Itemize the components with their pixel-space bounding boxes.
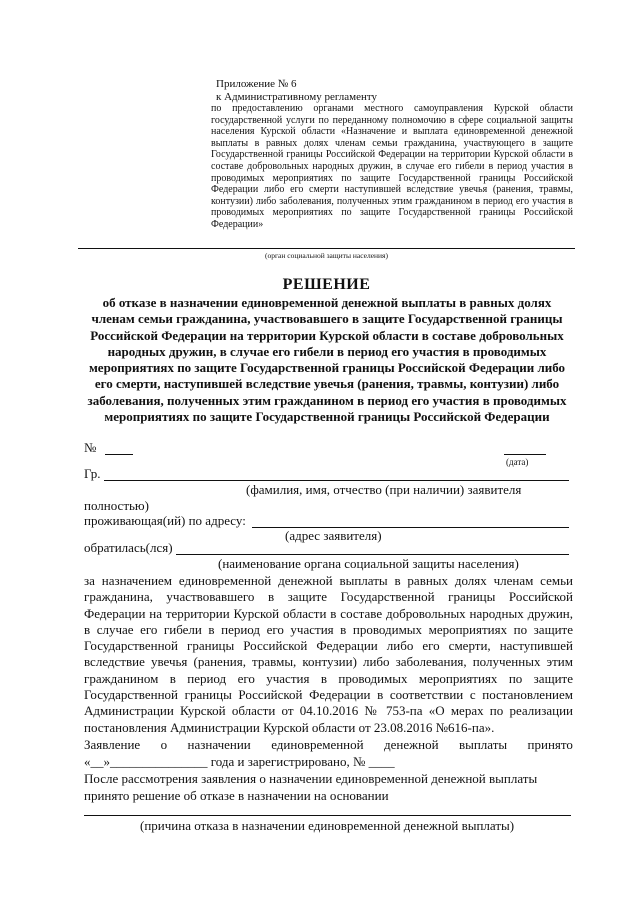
number-field[interactable] [105, 454, 133, 455]
annex-regulation-ref: к Административному регламенту [216, 91, 378, 103]
organ-name-field[interactable] [176, 554, 569, 555]
word: назначении [187, 737, 251, 752]
fio-caption-continued: полностью) [84, 498, 149, 513]
document-subtitle: об отказе в назначении единовременной денежной выплаты в равных долях членам семьи гражданина, участвовавшего в защите Государственной границы Российской Федерации на территории Курской области в составе добровольных народных дружин, в случае его гибели в период его участия в проводимых мероприятиях по защите Государственной границы Российской Федерации либо его смерти, наступившей вследствие увечья (ранения, травмы, контузии) либо заболевания, полученных этим гражданином в период его участия в проводимых мероприятиях по защите Государственной границы Российской Федерации [87, 295, 567, 425]
number-label: № [84, 440, 97, 455]
reason-field[interactable] [84, 815, 571, 816]
citizen-name-field[interactable] [104, 480, 569, 481]
after-review-line-2: принято решение об отказе в назначении на основании [84, 788, 389, 803]
date-caption: (дата) [506, 457, 529, 467]
date-field[interactable] [504, 454, 546, 455]
word: о [160, 737, 168, 752]
application-accepted-line [84, 737, 573, 753]
reason-caption: (причина отказа в назначении единовременной денежной выплаты) [140, 818, 515, 833]
address-label: проживающая(ий) по адресу: [84, 513, 246, 528]
received-registration-line: «__»_______________ года и зарегистрировано, № ____ [84, 754, 395, 769]
address-caption: (адрес заявителя) [285, 528, 382, 543]
citizen-label: Гр. [84, 466, 101, 481]
word: принято [527, 737, 573, 752]
word: выплаты [458, 737, 508, 752]
organ-caption: (орган социальной защиты населения) [264, 251, 389, 260]
annex-title: Приложение № 6 [216, 78, 297, 90]
word: Заявление [84, 737, 141, 752]
organ-name-line [78, 248, 575, 249]
word: денежной [384, 737, 439, 752]
decision-paragraph: за назначением единовременной денежной выплаты в равных долях членам семьи гражданина, участвовавшего в защите Государственной границы Российской Федерации на территории Курской области в составе добровольных народных дружин, в случае его гибели в период его участия в проводимых мероприятиях по защите Государственной границы Российской Федерации либо его смерти, наступившей вследствие увечья (ранения, травмы, контузии) либо заболевания, полученных этим гражданином в период его участия в проводимых мероприятиях по защите Государственной границы Российской Федерации в соответствии с постановлением Администрации Курской области от 04.10.2016 № 753-па «О мерах по реализации постановления Администрации Курской области от 23.08.2016 №616-па». [84, 573, 573, 735]
annex-description: по предоставлению органами местного самоуправления Курской области государственной услуги по переданному полномочию в сфере социальной защиты населения Курской области «Назначение и выплата единовременной денежной выплаты в равных долях членам семьи гражданина, участвующего в защите Государственной границы Российской Федерации на территории Курской области в составе добровольных народных дружин, в случае его гибели в период участия в проводимых мероприятиях по защите Государственной границы Российской Федерации либо его смерти наступившей вследствие увечья (ранения, травмы, контузии) либо заболевания, полученных этим гражданином в период его участия в проводимых мероприятиях по защите Государственной границы Российской Федерации» [211, 103, 573, 230]
fio-caption: (фамилия, имя, отчество (при наличии) заявителя [246, 482, 522, 497]
organ-name-caption: (наименование органа социальной защиты населения) [218, 556, 519, 571]
document-title: РЕШЕНИЕ [282, 276, 371, 293]
after-review-line-1: После рассмотрения заявления о назначении единовременной денежной выплаты [84, 771, 538, 786]
applied-label: обратилась(лся) [84, 540, 173, 555]
word: единовременной [271, 737, 364, 752]
